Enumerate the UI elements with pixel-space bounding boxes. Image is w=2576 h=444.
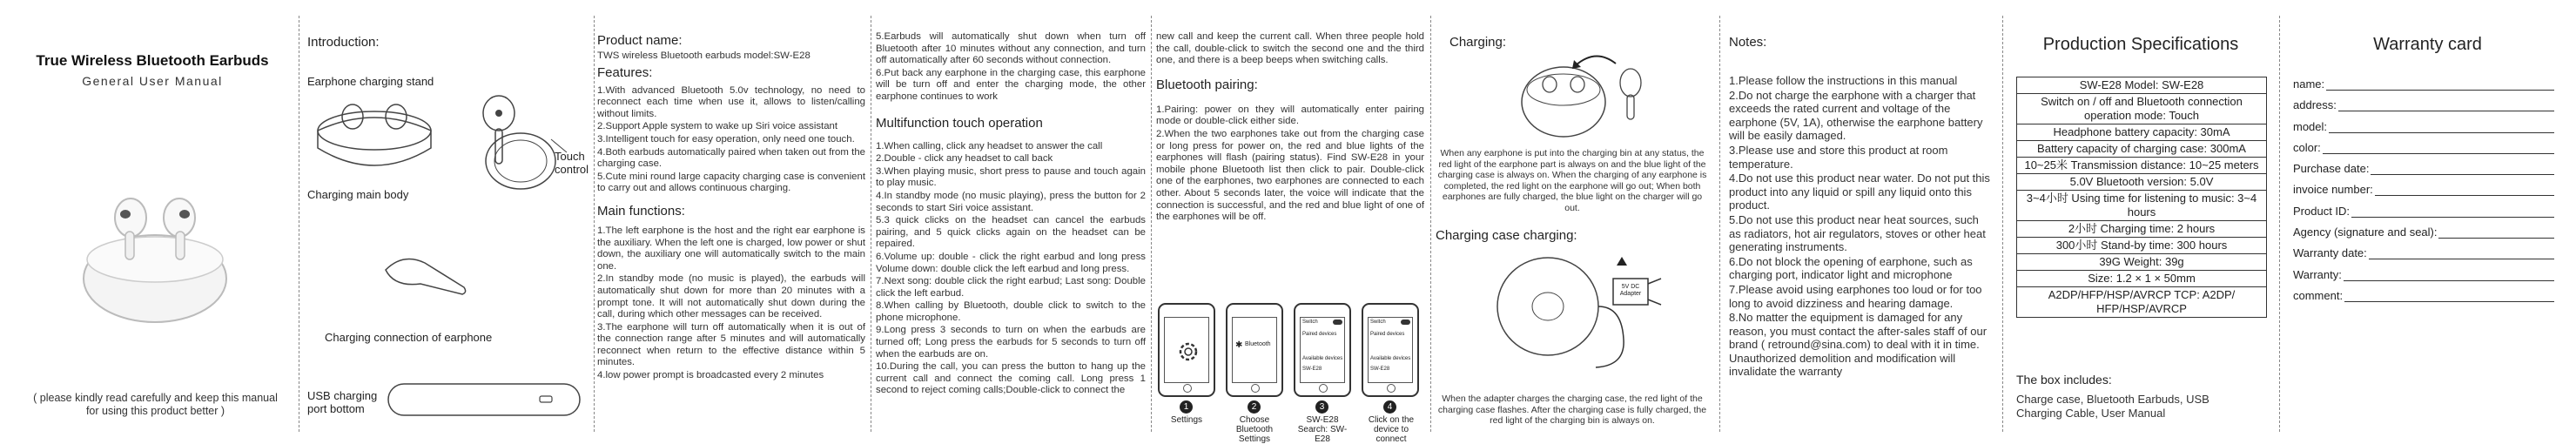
notes-panel bbox=[1719, 0, 2002, 442]
table-row bbox=[2017, 254, 2267, 271]
touch-op-item: 8.When calling by Bluetooth, double click to switch to the phone microphone. bbox=[876, 300, 1146, 323]
touch-op-item: 7.Next song: double click the right earbud; Last song: Double click the left earbud. bbox=[876, 276, 1146, 299]
touch-op-item: 6.Volume up: double - click the right earbud and long press Volume down: double click the left earbud and long press. bbox=[876, 251, 1146, 274]
specs-table bbox=[2016, 77, 2267, 318]
earbud-side-drawing bbox=[377, 252, 473, 305]
table-row bbox=[2017, 287, 2267, 318]
feature-item: 4.Both earbuds automatically paired when taken out from the charging case. bbox=[597, 146, 865, 170]
spec-cell: 300小时 Stand-by time: 300 hours bbox=[2017, 238, 2267, 254]
intro-panel bbox=[299, 0, 594, 442]
step-caption: SW-E28 Search: SW-E28 bbox=[1297, 415, 1348, 444]
box-includes-heading: The box includes: bbox=[2016, 373, 2112, 387]
field-label: Agency (signature and seal): bbox=[2293, 225, 2438, 239]
step-caption: Choose Bluetooth Settings bbox=[1235, 415, 1274, 444]
pairing-item: 2.When the two earphones take out from the charging case or long press for power on, the red and blue lights of the earphones will flash (pairing status). Find SW-E28 in your mobile phone Bluetooth list then click to pair. Double-click one of the earphones, two earphones are connected to each other. About 5 seconds later, the voice will indicate that the connection is successful, and the red and blue light of one of the earphones will be off. bbox=[1156, 128, 1424, 223]
function-item: 6.Put back any earphone in the charging case, this earphone will be turn off and enter the charging mode, the other earphone continues to work bbox=[876, 67, 1146, 102]
field-line[interactable] bbox=[2329, 122, 2554, 133]
step-number: 3 bbox=[1315, 400, 1328, 414]
field-label: Warranty date: bbox=[2293, 246, 2367, 260]
phone-step-bluetooth bbox=[1226, 303, 1283, 397]
paired-devices-label: Paired devices bbox=[1302, 332, 1337, 337]
function-item: 5.Earbuds will automatically shut down when turn off Bluetooth after 10 minutes without any connection, and turn off automatically after 60 seconds without connection. bbox=[876, 31, 1146, 66]
note-item: 8.No matter the equipment is damaged for any reason, you must contact the after-sales staff of our brand ( retround@sina.com) to deal with it in time. Unauthorized demolition and modification will invalidate the warranty bbox=[1729, 311, 1987, 379]
box-includes-text: Charge case, Bluetooth Earbuds, USB Charging Cable, User Manual bbox=[2016, 393, 2209, 420]
table-row bbox=[2017, 191, 2267, 221]
cover-note: ( please kindly read carefully and keep this manual for using this product better ) bbox=[33, 392, 278, 417]
available-devices-label: Available devices bbox=[1302, 356, 1343, 361]
function-item: 3.The earphone will turn off automatically when it is out of the connection range after 5 minutes and will automatically reconnect when return to the effective distance within 5 minutes. bbox=[597, 321, 865, 368]
spec-cell: Switch on / off and Bluetooth connection operation mode: Touch bbox=[2017, 94, 2267, 124]
field-line[interactable] bbox=[2338, 100, 2554, 111]
warranty-field bbox=[2293, 161, 2554, 175]
spec-cell: Size: 1.2 × 1 × 50mm bbox=[2017, 271, 2267, 287]
step-caption: Click on the device to connect bbox=[1368, 415, 1415, 444]
field-line[interactable] bbox=[2371, 164, 2554, 175]
spec-cell: 5.0V Bluetooth version: 5.0V bbox=[2017, 174, 2267, 191]
field-label: name: bbox=[2293, 77, 2325, 91]
label-usb-port: USB charging port bottom bbox=[307, 389, 378, 415]
case-charging-drawing bbox=[1491, 252, 1665, 374]
table-row bbox=[2017, 124, 2267, 141]
spec-cell: SW-E28 Model: SW-E28 bbox=[2017, 77, 2267, 94]
charging-case-text: When the adapter charges the charging case, the red light of the charging case flashes. After the charging case is fully charged, the red light of the charging bin is always on. bbox=[1437, 394, 1707, 426]
bluetooth-menu-label: Bluetooth bbox=[1245, 341, 1271, 347]
note-item: 7.Please avoid using earphones too loud or for too long to avoid dizziness and hearing damage. bbox=[1729, 282, 1982, 310]
touch-op-item: 10.During the call, you can press the button to hang up the current call and connect the coming call. Long press 1 second to reject coming calls;Double-click to connect the bbox=[876, 361, 1146, 396]
field-label: Purchase date: bbox=[2293, 162, 2370, 176]
cover-panel bbox=[0, 0, 299, 442]
step-number: 1 bbox=[1180, 400, 1193, 414]
phone-step-search bbox=[1294, 303, 1351, 397]
feature-item: 3.Intelligent touch for easy operation, only need one touch. bbox=[597, 133, 855, 145]
field-line[interactable] bbox=[2326, 79, 2554, 91]
field-line[interactable] bbox=[2369, 248, 2554, 259]
pairing-item: 1.Pairing: power on they will automatically enter pairing mode or double-click either side. bbox=[1156, 104, 1424, 127]
warranty-field bbox=[2293, 288, 2554, 302]
note-item: 3.Please use and store this product at room temperature. bbox=[1729, 143, 1948, 171]
function-item: 1.The left earphone is the host and the right ear earphone is the auxiliary. When the left one is charged, low power or shut down, the auxiliary one will automatically switch to the main one. bbox=[597, 225, 865, 272]
cover-subtitle: General User Manual bbox=[82, 74, 223, 88]
functions-heading: Main functions: bbox=[597, 203, 685, 219]
case-bottom-drawing bbox=[387, 383, 583, 418]
table-row bbox=[2017, 158, 2267, 174]
field-label: address: bbox=[2293, 98, 2337, 112]
features-heading: Features: bbox=[597, 64, 653, 80]
warranty-field bbox=[2293, 246, 2554, 259]
label-touch-control: Touch control bbox=[555, 150, 589, 176]
phone-step-connect bbox=[1362, 303, 1419, 397]
intro-heading: Introduction: bbox=[307, 35, 380, 50]
notes-heading: Notes: bbox=[1729, 35, 1767, 50]
touch-op-item: 5.3 quick clicks on the headset can cancel the earbuds pairing, and 5 quick clicks again on the headset can be repaired. bbox=[876, 215, 1146, 250]
phone-step-settings bbox=[1158, 303, 1215, 397]
earbud-front-drawing bbox=[473, 87, 586, 192]
warranty-field bbox=[2293, 98, 2554, 111]
toggle-icon bbox=[1333, 320, 1342, 325]
table-row bbox=[2017, 271, 2267, 287]
warranty-panel bbox=[2279, 0, 2576, 442]
feature-item: 1.With advanced Bluetooth 5.0v technology, no need to reconnect each time when use it, allows to listen/calling without limits. bbox=[597, 84, 865, 119]
product-panel bbox=[594, 0, 871, 442]
note-item: 2.Do not charge the earphone with a charger that exceeds the rated current and voltage of the earphone (5V, 1A), otherwise the earphone battery will be easily damaged. bbox=[1729, 88, 1983, 143]
spec-cell: Battery capacity of charging case: 300mA bbox=[2017, 141, 2267, 158]
field-line[interactable] bbox=[2344, 270, 2554, 281]
spec-cell: 10~25米 Transmission distance: 10~25 meters bbox=[2017, 158, 2267, 174]
spec-cell: 3~4小时 Using time for listening to music: 3~4 hours bbox=[2017, 191, 2267, 221]
table-row bbox=[2017, 238, 2267, 254]
earbud-into-case-drawing bbox=[1513, 48, 1652, 144]
charging-text: When any earphone is put into the charging bin at any status, the red light of the earphone part is always on and the blue light of the charging case is always on. When the charging of any earphone is completed, the red light on the earphone will go out; When both earphones are fully charged, the blue light on the charger will go out. bbox=[1437, 148, 1707, 213]
field-label: model: bbox=[2293, 119, 2328, 133]
field-line[interactable] bbox=[2344, 291, 2554, 302]
touch-op-item: 1.When calling, click any headset to answer the call bbox=[876, 140, 1103, 151]
field-label: invoice number: bbox=[2293, 183, 2373, 197]
touch-op-item: 3.When playing music, short press to pause and touch again to play music. bbox=[876, 165, 1146, 189]
spec-cell: Headphone battery capacity: 30mA bbox=[2017, 124, 2267, 141]
warranty-field bbox=[2293, 225, 2554, 239]
field-line[interactable] bbox=[2323, 143, 2554, 154]
adapter-label: 5V DC Adapter bbox=[1619, 284, 1642, 297]
cover-title: True Wireless Bluetooth Earbuds bbox=[36, 52, 269, 69]
table-row bbox=[2017, 221, 2267, 238]
multifunction-heading: Multifunction touch operation bbox=[876, 115, 1043, 131]
field-label: color: bbox=[2293, 140, 2321, 154]
specs-heading: Production Specifications bbox=[2042, 35, 2239, 54]
bluetooth-icon: ✱ bbox=[1235, 340, 1243, 350]
feature-item: 5.Cute mini round large capacity charging case is convenient to carry out and allows continuous charging. bbox=[597, 171, 865, 194]
field-label: comment: bbox=[2293, 288, 2344, 302]
table-row bbox=[2017, 174, 2267, 191]
pairing-heading: Bluetooth pairing: bbox=[1156, 77, 1258, 92]
switch-label: Switch bbox=[1302, 320, 1318, 325]
product-name-value: TWS wireless Bluetooth earbuds model:SW-E28 bbox=[597, 50, 810, 61]
toggle-icon bbox=[1401, 320, 1410, 325]
note-item: 6.Do not block the opening of earphone, such as charging port, indicator light and microphone bbox=[1729, 254, 1973, 282]
warranty-field bbox=[2293, 119, 2554, 133]
touch-op-item: 2.Double - click any headset to call back bbox=[876, 153, 1053, 165]
field-label: Warranty: bbox=[2293, 267, 2342, 281]
function-item: 2.In standby mode (no music is played), the earbuds will automatically shut down for more than 20 minutes with a prompt tone. It will not automatically shut down during the call, during which other messages can be received. bbox=[597, 273, 865, 320]
step-number: 2 bbox=[1248, 400, 1261, 414]
available-devices-label: Available devices bbox=[1370, 356, 1411, 361]
step-caption: Settings bbox=[1170, 415, 1203, 425]
step-number: 4 bbox=[1383, 400, 1396, 414]
note-item: 4.Do not use this product near water. Do not put this product into any liquid or spill any liquid onto this product. bbox=[1729, 172, 1990, 212]
gear-icon bbox=[1175, 339, 1201, 365]
table-row bbox=[2017, 94, 2267, 124]
function-item: 4.low power prompt is broadcasted every 2 minutes bbox=[597, 370, 824, 381]
spec-cell: A2DP/HFP/HSP/AVRCP TCP: A2DP/ HFP/HSP/AVRCP bbox=[2017, 287, 2267, 318]
warranty-field bbox=[2293, 204, 2554, 218]
label-charging-main-body: Charging main body bbox=[307, 188, 409, 201]
warranty-heading: Warranty card bbox=[2373, 35, 2482, 54]
note-item: 5.Do not use this product near heat sources, such as radiators, hot air regulators, stoves or other heat generating instruments. bbox=[1729, 212, 1986, 254]
feature-item: 2.Support Apple system to wake up Siri voice assistant bbox=[597, 121, 838, 132]
warranty-field bbox=[2293, 77, 2554, 91]
table-row bbox=[2017, 141, 2267, 158]
field-label: Product ID: bbox=[2293, 204, 2351, 218]
spec-cell: 2小时 Charging time: 2 hours bbox=[2017, 221, 2267, 238]
paired-devices-label: Paired devices bbox=[1370, 332, 1405, 337]
field-line[interactable] bbox=[2351, 206, 2554, 218]
field-line[interactable] bbox=[2375, 185, 2554, 196]
label-charging-stand: Earphone charging stand bbox=[307, 75, 434, 88]
label-charging-connection: Charging connection of earphone bbox=[325, 331, 493, 344]
note-item: 1.Please follow the instructions in this manual bbox=[1729, 74, 1958, 87]
multifunction-panel bbox=[871, 0, 1151, 442]
charging-case-heading: Charging case charging: bbox=[1436, 228, 1577, 243]
device-name-label: SW-E28 bbox=[1370, 367, 1390, 372]
product-name-heading: Product name: bbox=[597, 33, 683, 48]
charging-case-drawing bbox=[309, 87, 440, 183]
charging-heading: Charging: bbox=[1449, 35, 1507, 50]
switch-label: Switch bbox=[1370, 320, 1386, 325]
touch-op-item: 4.In standby mode (no music playing), press the button for 2 seconds to start Siri voice assistant. bbox=[876, 190, 1146, 213]
pairing-panel bbox=[1151, 0, 1430, 442]
earbuds-case-illustration bbox=[77, 157, 233, 331]
warranty-field bbox=[2293, 140, 2554, 154]
spec-cell: 39G Weight: 39g bbox=[2017, 254, 2267, 271]
specs-panel bbox=[2002, 0, 2279, 442]
charging-panel bbox=[1430, 0, 1719, 442]
warranty-field bbox=[2293, 267, 2554, 281]
touch-op-item: 9.Long press 3 seconds to turn on when the earbuds are turned off; Long press the earbuds for 5 seconds to turn off when the earbuds are on. bbox=[876, 325, 1146, 360]
table-row bbox=[2017, 77, 2267, 94]
device-name-label: SW-E28 bbox=[1302, 367, 1322, 372]
pairing-continued-text: new call and keep the current call. When three people hold the call, double-click to switch the second one and the third one, and there is a beep beeps when switching calls. bbox=[1156, 31, 1424, 66]
field-line[interactable] bbox=[2438, 227, 2554, 239]
warranty-field bbox=[2293, 182, 2554, 196]
